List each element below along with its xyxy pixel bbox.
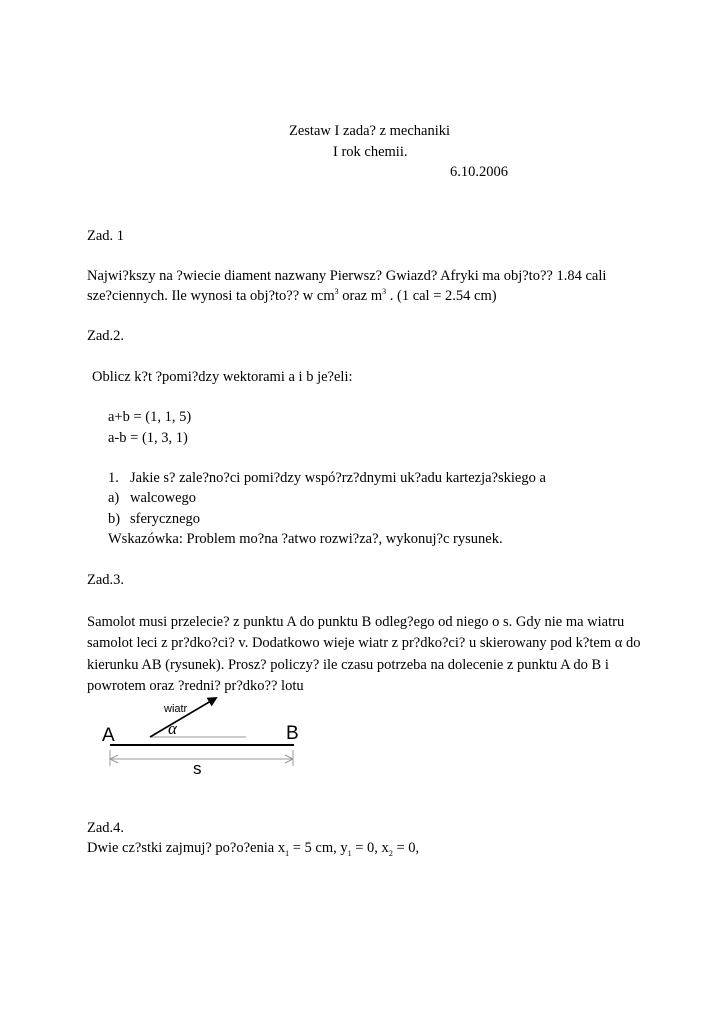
zad3-text-line1: Samolot musi przelecie? z punktu A do punktu B odleg?ego od niego o s. Gdy nie ma wiatru	[87, 614, 625, 630]
label-point-b: B	[286, 723, 299, 744]
zad3-text-line2: samolot leci z pr?dko?ci? v. Dodatkowo wieje wiatr z pr?dko?ci? u skierowany pod k?tem α do	[87, 635, 641, 651]
zad1-heading: Zad. 1	[87, 228, 125, 244]
zad2-item-a-text: walcowego	[130, 490, 197, 506]
zad2-heading: Zad.2.	[87, 328, 125, 344]
page-date: 6.10.2006	[450, 164, 508, 180]
zad2-list-item-b	[108, 509, 200, 529]
label-wind: wiatr	[164, 703, 188, 715]
label-distance-s: s	[193, 759, 202, 774]
zad2-intro: Oblicz k?t ?pomi?dzy wektorami a i b je?eli:	[92, 369, 353, 385]
zad2-equation-2: a-b = (1, 3, 1)	[108, 430, 188, 446]
zad4-part1: Dwie cz?stki zajmuj? po?o?enia x	[87, 840, 286, 856]
zad3-figure	[96, 694, 326, 774]
zad2-list-item-a	[108, 488, 196, 508]
zad2-hint: Wskazówka: Problem mo?na ?atwo rozwi?za?, wykonuj?c rysunek.	[108, 531, 503, 547]
zad2-item-b-text: sferycznego	[130, 511, 201, 527]
zad4-part4: = 0,	[392, 840, 420, 856]
zad4-part3: = 0, x	[351, 840, 389, 856]
zad1-text-line2	[87, 286, 497, 306]
zad4-heading: Zad.4.	[87, 820, 125, 836]
zad2-equation-1: a+b = (1, 1, 5)	[108, 409, 192, 425]
zad3-heading: Zad.3.	[87, 572, 125, 588]
label-point-a: A	[102, 725, 115, 746]
zad2-list-item-1	[108, 468, 546, 488]
zad4-text-line1	[87, 838, 419, 858]
zad3-text-line3: kierunku AB (rysunek). Prosz? policzy? ile czasu potrzeba na dolecenie z punktu A do B i	[87, 657, 609, 673]
page-title: Zestaw I zada? z mechaniki	[289, 123, 451, 139]
zad2-item1-number: 1.	[108, 470, 119, 486]
zad4-sub-y1: 1	[347, 848, 352, 858]
page-subtitle: I rok chemii.	[333, 144, 408, 160]
zad4-sub-x2: 2	[388, 848, 393, 858]
zad1-text-line1: Najwi?kszy na ?wiecie diament nazwany Pierwsz? Gwiazd? Afryki ma obj?to?? 1.84 cali	[87, 268, 607, 284]
zad2-item-a-number: a)	[108, 490, 120, 506]
zad2-item-b-number: b)	[108, 511, 121, 527]
zad1-line2-part2: oraz m	[338, 288, 383, 304]
zad2-item1-text: Jakie s? zale?no?ci pomi?dzy wspó?rz?dnymi uk?adu kartezja?skiego a	[130, 470, 546, 486]
zad4-part2: = 5 cm, y	[289, 840, 348, 856]
zad1-sup-cm: 3	[334, 287, 339, 297]
zad1-line2-part1: sze?ciennych. Ile wynosi ta obj?to?? w cm	[87, 288, 335, 304]
zad4-sub-x1: 1	[285, 848, 290, 858]
zad3-text-line4: powrotem oraz ?redni? pr?dko?? lotu	[87, 678, 304, 694]
label-alpha: α	[168, 719, 177, 738]
zad1-line2-part3: . (1 cal = 2.54 cm)	[386, 288, 497, 304]
zad1-sup-m: 3	[382, 287, 387, 297]
